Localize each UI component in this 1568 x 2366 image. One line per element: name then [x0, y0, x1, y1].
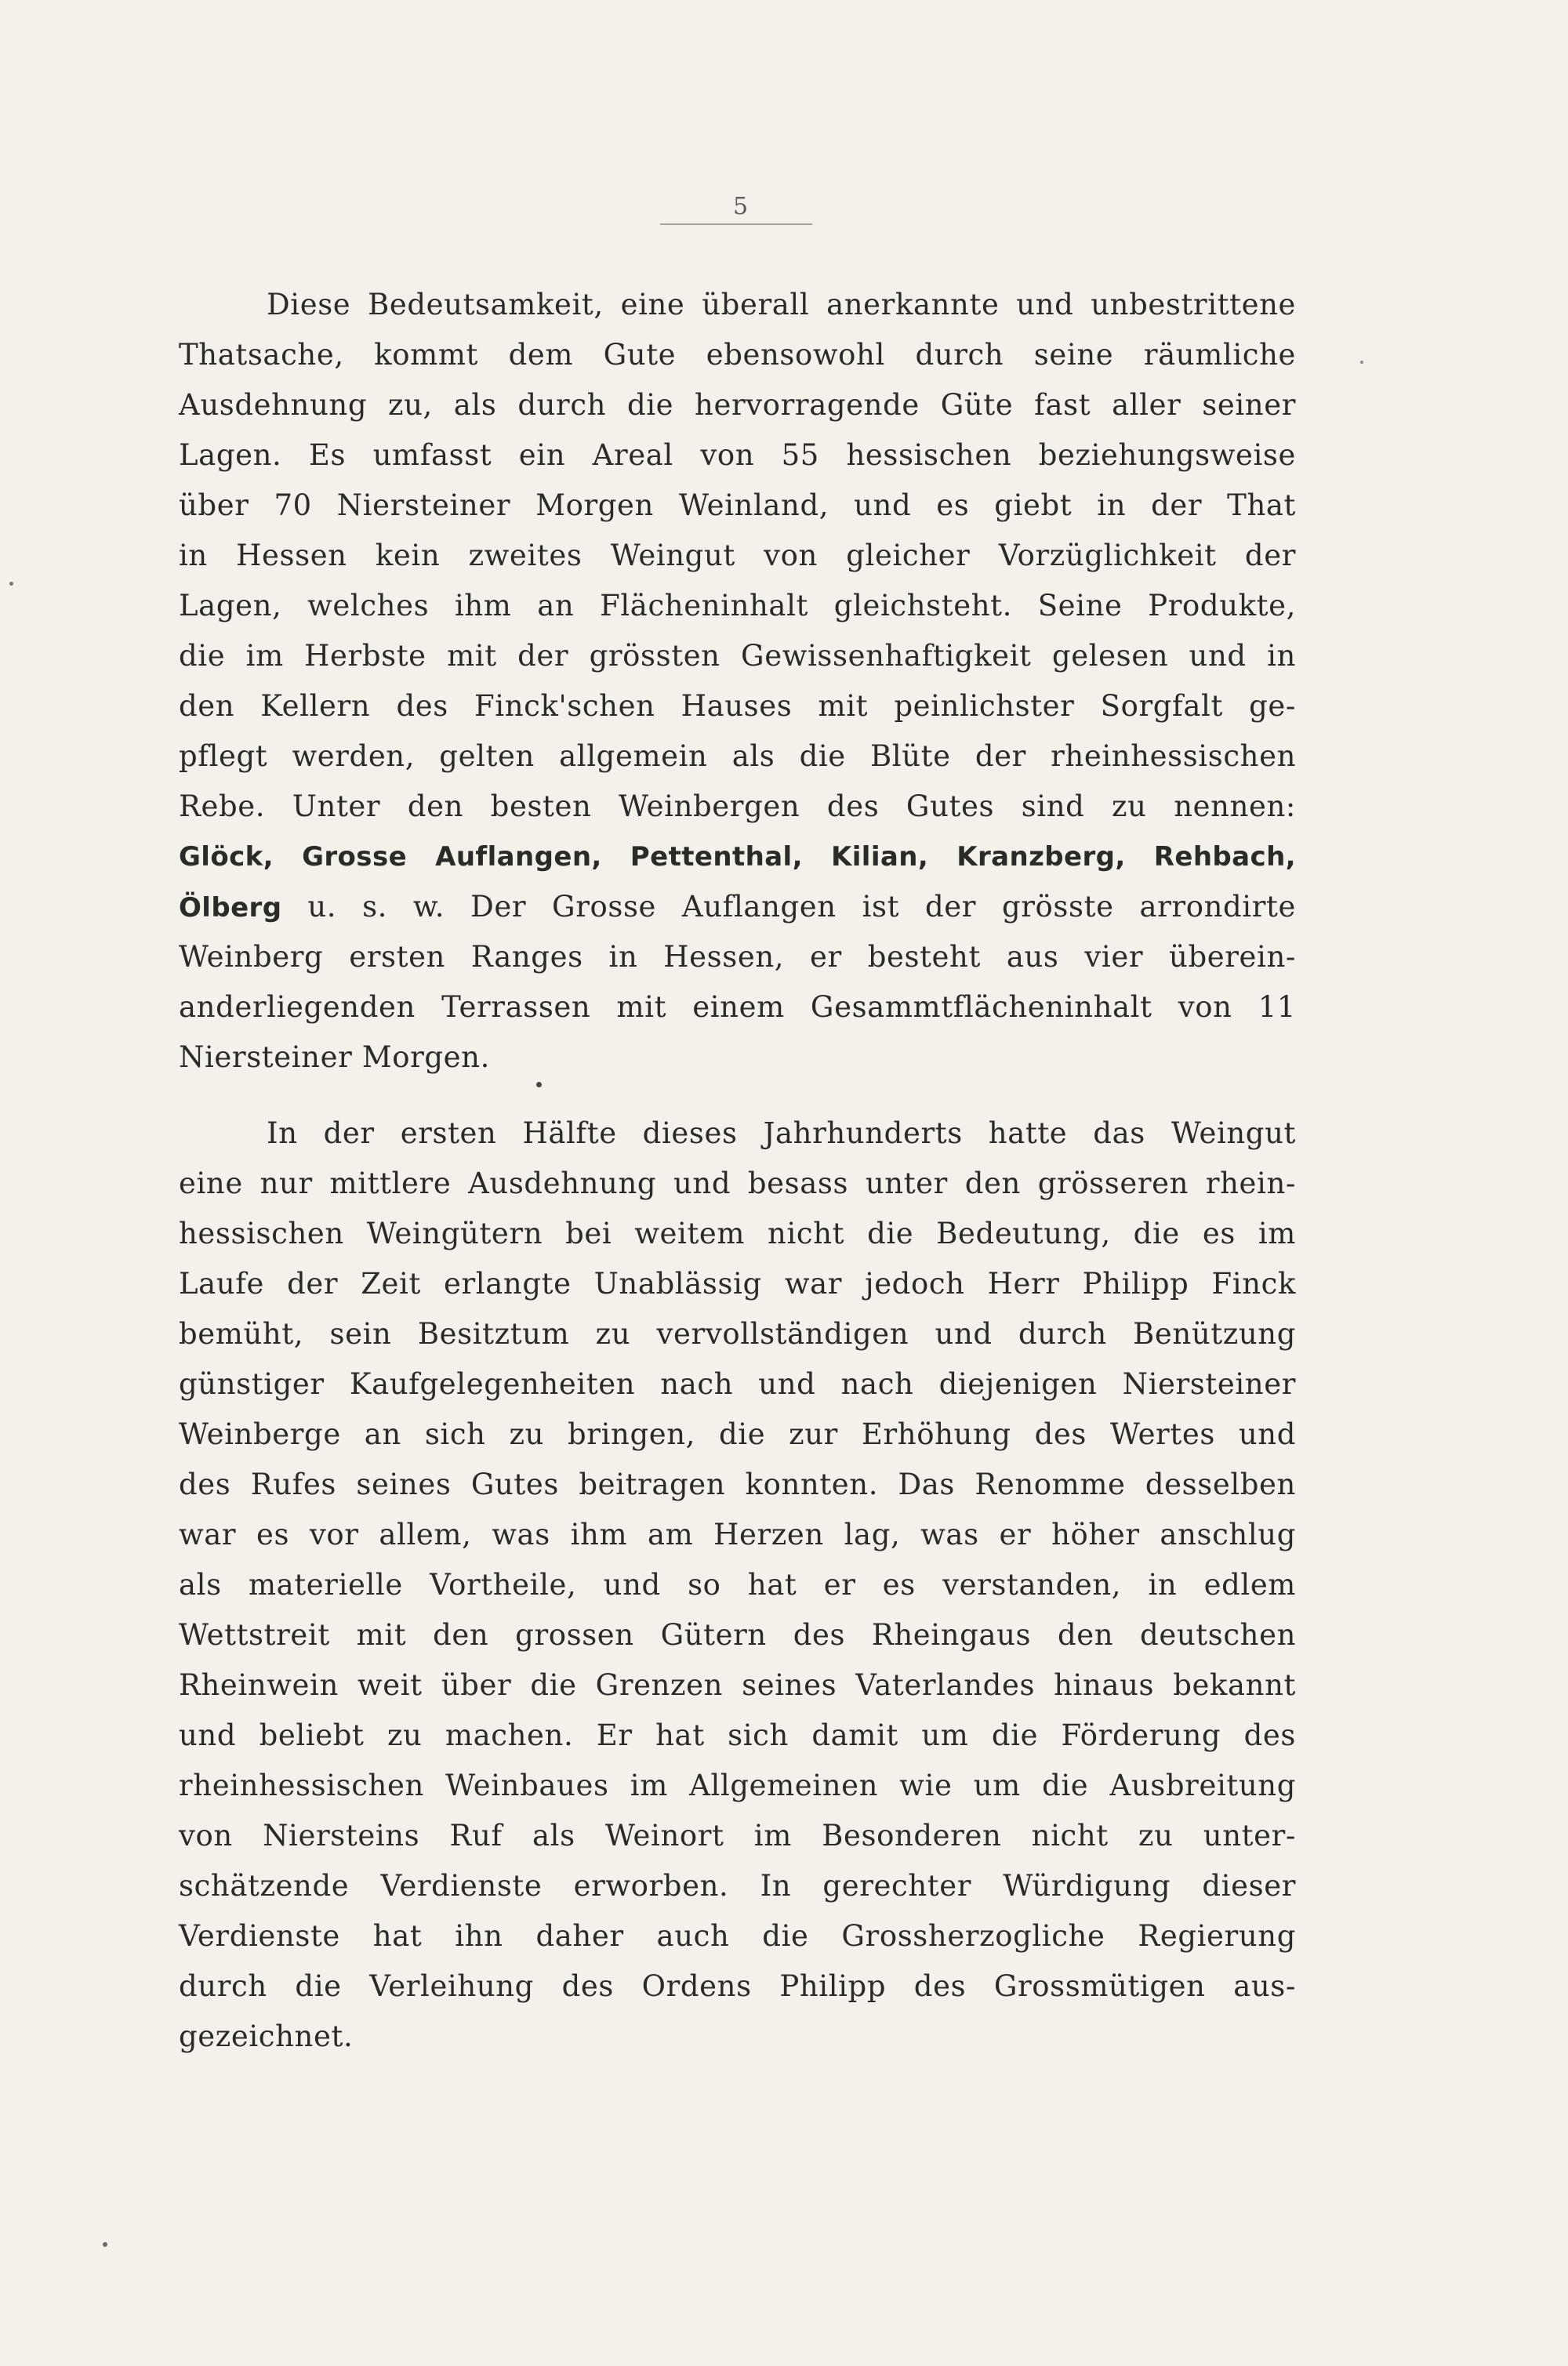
- paper-speck: [103, 2242, 107, 2247]
- text-line: die im Herbste mit der grössten Gewissenhaftigkeit gelesen und in: [179, 639, 1296, 673]
- text-line: Niersteiner Morgen.: [179, 1040, 490, 1074]
- page-number: 5: [732, 193, 749, 220]
- text-line: Lagen. Es umfasst ein Areal von 55 hessischen beziehungsweise: [179, 438, 1296, 472]
- text-line: den Kellern des Finck'schen Hauses mit peinlichster Sorgfalt ge-: [179, 689, 1296, 723]
- text-line: Thatsache, kommt dem Gute ebensowohl durch seine räumliche: [179, 338, 1296, 372]
- text-line: [179, 882, 1296, 932]
- paragraph-2: [179, 1109, 1296, 2062]
- text-line: über 70 Niersteiner Morgen Weinland, und es giebt in der That: [179, 488, 1296, 522]
- text-line: Diese Bedeutsamkeit, eine überall anerkannte und unbestrittene: [267, 288, 1296, 321]
- text-line: durch die Verleihung des Ordens Philipp des Grossmütigen aus-: [179, 1969, 1296, 2003]
- text-line: schätzende Verdienste erworben. In gerechter Würdigung dieser: [179, 1869, 1296, 1903]
- text-line: Verdienste hat ihn daher auch die Grossherzogliche Regierung: [179, 1919, 1296, 1953]
- text-line: als materielle Vortheile, und so hat er es verstanden, in edlem: [179, 1568, 1296, 1602]
- text-line: anderliegenden Terrassen mit einem Gesammtflächeninhalt von 11: [179, 990, 1296, 1024]
- text-line: rheinhessischen Weinbaues im Allgemeinen wie um die Ausbreitung: [179, 1769, 1296, 1802]
- text-line: des Rufes seines Gutes beitragen konnten. Das Renomme desselben: [179, 1468, 1296, 1501]
- text-line: hessischen Weingütern bei weitem nicht die Bedeutung, die es im: [179, 1217, 1296, 1250]
- text-line: Laufe der Zeit erlangte Unablässig war jedoch Herr Philipp Finck: [179, 1267, 1296, 1301]
- text-line: günstiger Kaufgelegenheiten nach und nach diejenigen Niersteiner: [179, 1367, 1296, 1401]
- text-line: Weinberg ersten Ranges in Hessen, er besteht aus vier überein-: [179, 940, 1296, 974]
- vineyard-names-line: Glöck, Grosse Auflangen, Pettenthal, Kilian, Kranzberg, Rehbach,: [179, 841, 1296, 873]
- text-line: Weinberge an sich zu bringen, die zur Erhöhung des Wertes und: [179, 1417, 1296, 1451]
- text-line: pflegt werden, gelten allgemein als die Blüte der rheinhessischen: [179, 739, 1296, 773]
- text-line: bemüht, sein Besitztum zu vervollständigen und durch Benützung: [179, 1317, 1296, 1351]
- text-line: war es vor allem, was ihm am Herzen lag, was er höher anschlug: [179, 1518, 1296, 1551]
- text-line: Rheinwein weit über die Grenzen seines Vaterlandes hinaus bekannt: [179, 1668, 1296, 1702]
- text-line: gezeichnet.: [179, 2019, 354, 2053]
- text-line: in Hessen kein zweites Weingut von gleicher Vorzüglichkeit der: [179, 539, 1296, 572]
- text-line: In der ersten Hälfte dieses Jahrhunderts hatte das Weingut: [267, 1116, 1296, 1150]
- text-line: eine nur mittlere Ausdehnung und besass unter den grösseren rhein-: [179, 1167, 1296, 1200]
- text-line-rest: u. s. w. Der Grosse Auflangen ist der grösste arrondirte: [281, 890, 1296, 924]
- text-line: Rebe. Unter den besten Weinbergen des Gutes sind zu nennen:: [179, 789, 1296, 823]
- paper-speck: [536, 1082, 542, 1087]
- vineyard-name-olberg: Ölberg: [179, 892, 282, 924]
- text-line: von Niersteins Ruf als Weinort im Besonderen nicht zu unter-: [179, 1819, 1296, 1853]
- paragraph-1: [179, 280, 1296, 1083]
- paper-speck: [9, 582, 13, 586]
- text-line: Ausdehnung zu, als durch die hervorragende Güte fast aller seiner: [179, 388, 1296, 422]
- paper-speck: [1360, 361, 1363, 364]
- text-line: Wettstreit mit den grossen Gütern des Rheingaus den deutschen: [179, 1618, 1296, 1652]
- page-number-rule: [660, 223, 812, 225]
- text-line: Lagen, welches ihm an Flächeninhalt gleichsteht. Seine Produkte,: [179, 589, 1296, 622]
- text-line: und beliebt zu machen. Er hat sich damit um die Förderung des: [179, 1718, 1296, 1752]
